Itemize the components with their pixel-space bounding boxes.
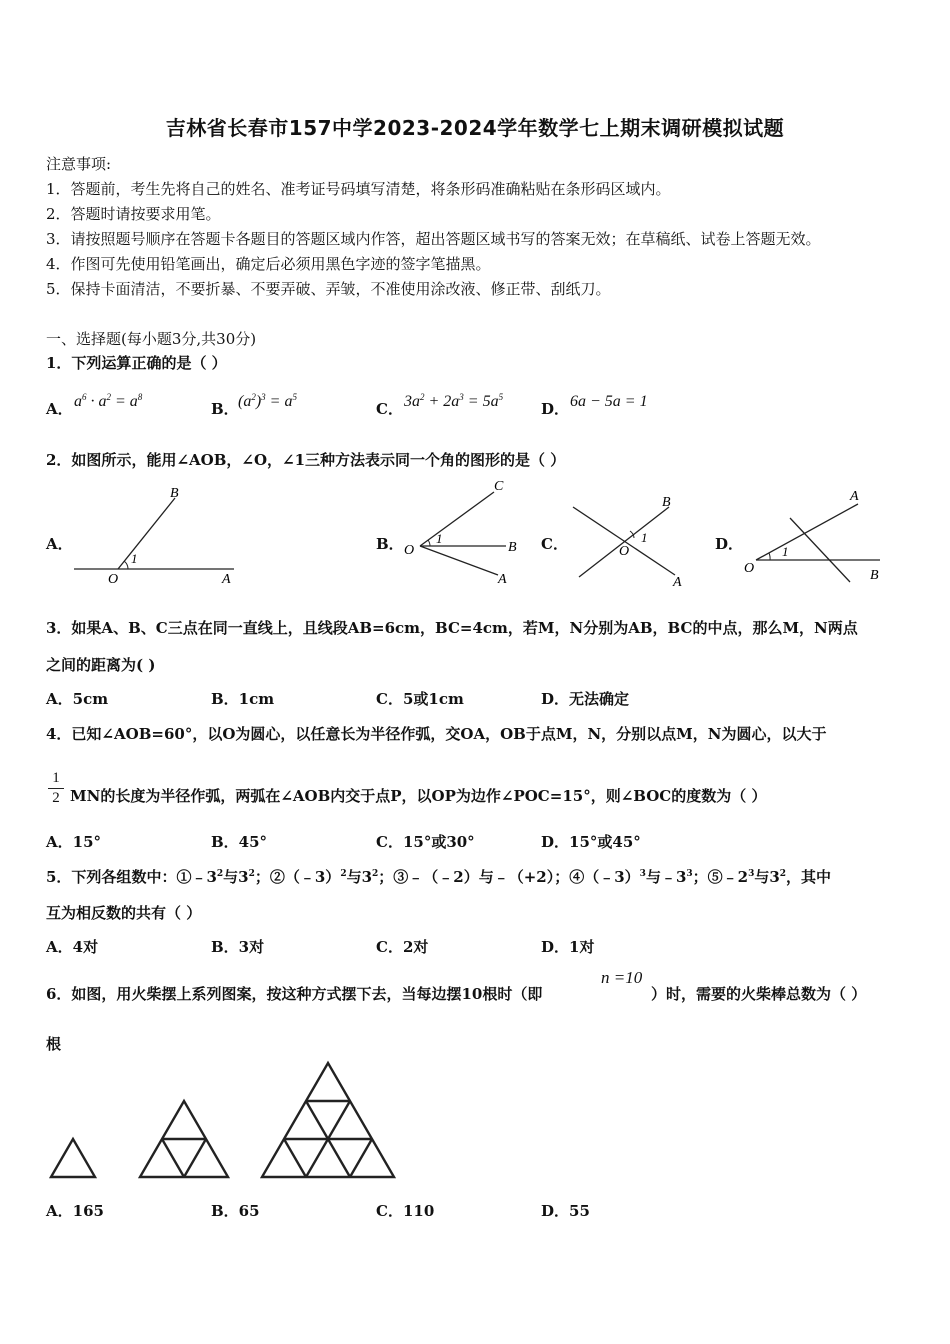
q6-option-c: C．110 xyxy=(376,1202,435,1220)
matchstick-pattern-3 xyxy=(262,1063,394,1177)
q2-figure-b xyxy=(398,475,528,590)
q4-option-a: A．15° xyxy=(46,833,102,851)
ray-oa xyxy=(756,504,858,560)
q5-stem-line2: 互为相反数的共有（ ） xyxy=(46,904,202,922)
matchstick-pattern-1 xyxy=(51,1139,95,1177)
q1-stem: 1．下列运算正确的是（ ） xyxy=(46,354,227,372)
label-1: 1 xyxy=(641,530,648,545)
label-a: A xyxy=(673,575,682,590)
q1-option-a-math: $a^6 \cdot a^2 = a^8$ xyxy=(74,392,143,410)
q6-stem-line2: 根 xyxy=(46,1035,62,1053)
q3-stem-line2: 之间的距离为( ) xyxy=(46,656,156,674)
q1-option-b-label: B． xyxy=(211,400,239,418)
matchstick-pattern-2 xyxy=(140,1101,228,1177)
q1-option-c-math: $3a^2 + 2a^3 = 5a^5$ xyxy=(404,392,504,410)
q2-option-d-label: D． xyxy=(715,535,744,553)
label-1: 1 xyxy=(782,544,789,559)
label-1: 1 xyxy=(436,531,443,546)
q3-option-b: B．1cm xyxy=(211,690,275,708)
notice-item-2: 2．答题时请按要求用笔。 xyxy=(46,205,221,223)
angle-arc xyxy=(124,561,128,569)
q5-option-a: A．4对 xyxy=(46,938,99,956)
q3-stem-line1: 3．如果A、B、C三点在同一直线上，且线段AB=6cm，BC=4cm，若M，N分别为AB，BC的中点，那么M，N两点 xyxy=(46,619,858,637)
q6-stem-line1a: 6．如图，用火柴摆上系列图案，按这种方式摆下去，当每边摆10根时（即 xyxy=(46,985,543,1003)
q2-option-a-label: A． xyxy=(46,535,73,553)
q6-option-d: D．55 xyxy=(541,1202,590,1220)
label-b: B xyxy=(870,568,879,583)
q6-n-expression: n =10 xyxy=(601,968,643,987)
label-a: A xyxy=(498,572,507,587)
notice-item-4: 4．作图可先使用铅笔画出，确定后必须用黑色字迹的签字笔描黑。 xyxy=(46,255,491,273)
notice-heading: 注意事项: xyxy=(46,155,112,173)
q5-stem-line1: 5．下列各组数中：$①﹣3^2$与$3^2$；②（﹣3）$^2$与$3^2$；③﹣（﹣2）与﹣（+2）；④（﹣3）$^3$与$﹣3^3$；$⑤﹣2^3$与$3^2$，其中 xyxy=(46,868,832,886)
label-o: O xyxy=(404,543,415,558)
q4-fraction-numerator: 1 xyxy=(52,770,60,786)
q1-option-b-math: $(a^2)^3 = a^5$ xyxy=(238,392,297,410)
notice-item-3: 3．请按照题号顺序在答题卡各题目的答题区域内作答，超出答题区域书写的答案无效；在草稿纸、试卷上答题无效。 xyxy=(46,230,821,248)
q1-option-d-label: D． xyxy=(541,400,570,418)
q4-option-b: B．45° xyxy=(211,833,268,851)
label-c: C xyxy=(494,479,504,494)
angle-arc xyxy=(769,553,770,560)
label-o: O xyxy=(619,544,630,559)
notice-item-5: 5．保持卡面清洁，不要折暴、不要弄破、弄皱，不准使用涂改液、修正带、刮纸刀。 xyxy=(46,280,611,298)
label-b: B xyxy=(508,540,517,555)
q5-option-c: C．2对 xyxy=(376,938,429,956)
q6-option-b: B．65 xyxy=(211,1202,260,1220)
ray-oa xyxy=(420,546,498,575)
q6-option-a: A．165 xyxy=(46,1202,104,1220)
section-heading: 一、选择题(每小题3分,共30分) xyxy=(46,330,257,348)
line-oa xyxy=(573,507,675,575)
q5-option-b: B．3对 xyxy=(211,938,265,956)
q4-fraction-denominator: 2 xyxy=(52,790,60,806)
q4-option-c: C．15°或30° xyxy=(376,833,475,851)
q2-figure-c xyxy=(565,485,695,595)
label-b: B xyxy=(662,495,671,510)
label-a: A xyxy=(222,572,231,587)
q3-option-d: D．无法确定 xyxy=(541,690,630,708)
line-ob xyxy=(579,507,669,577)
crossing-line xyxy=(790,518,850,582)
q6-stem-line1b: ）时，需要的火柴棒总数为（ ） xyxy=(651,985,867,1003)
q2-figure-a xyxy=(70,480,240,590)
label-a: A xyxy=(850,489,859,504)
q1-option-d-math: 6a − 5a = 1 xyxy=(570,393,648,410)
notice-item-1: 1．答题前，考生先将自己的姓名、准考证号码填写清楚，将条形码准确粘贴在条形码区域内。 xyxy=(46,180,671,198)
q5-option-d: D．1对 xyxy=(541,938,595,956)
q6-matchstick-figures xyxy=(40,1060,410,1185)
q2-stem: 2．如图所示，能用∠AOB，∠O，∠1三种方法表示同一个角的图形的是（ ） xyxy=(46,451,566,469)
q4-fraction-bar xyxy=(48,788,64,789)
label-b: B xyxy=(170,486,179,501)
q4-fraction xyxy=(46,770,66,807)
q1-option-a-label: A． xyxy=(46,400,73,418)
q2-figure-d xyxy=(740,480,890,590)
q2-option-b-label: B． xyxy=(376,535,404,553)
ray-ob xyxy=(118,498,175,569)
q4-stem-line1: 4．已知∠AOB=60°，以O为圆心，以任意长为半径作弧，交OA，OB于点M，N，分别以点M，N为圆心，以大于 xyxy=(46,725,827,743)
q2-option-c-label: C． xyxy=(541,535,568,553)
q3-option-a: A．5cm xyxy=(46,690,109,708)
page-title: 吉林省长春市157中学2023-2024学年数学七上期末调研模拟试题 xyxy=(165,116,785,140)
angle-arc xyxy=(428,540,430,546)
label-o: O xyxy=(744,561,755,576)
q3-option-c: C．5或1cm xyxy=(376,690,464,708)
q1-option-c-label: C． xyxy=(376,400,403,418)
ray-oc xyxy=(420,492,494,546)
q4-stem-line2: MN的长度为半径作弧，两弧在∠AOB内交于点P，以OP为边作∠POC=15°，则∠BOC的度数为（ ） xyxy=(70,787,767,805)
label-o: O xyxy=(108,572,119,587)
q4-option-d: D．15°或45° xyxy=(541,833,641,851)
label-1: 1 xyxy=(131,551,138,566)
